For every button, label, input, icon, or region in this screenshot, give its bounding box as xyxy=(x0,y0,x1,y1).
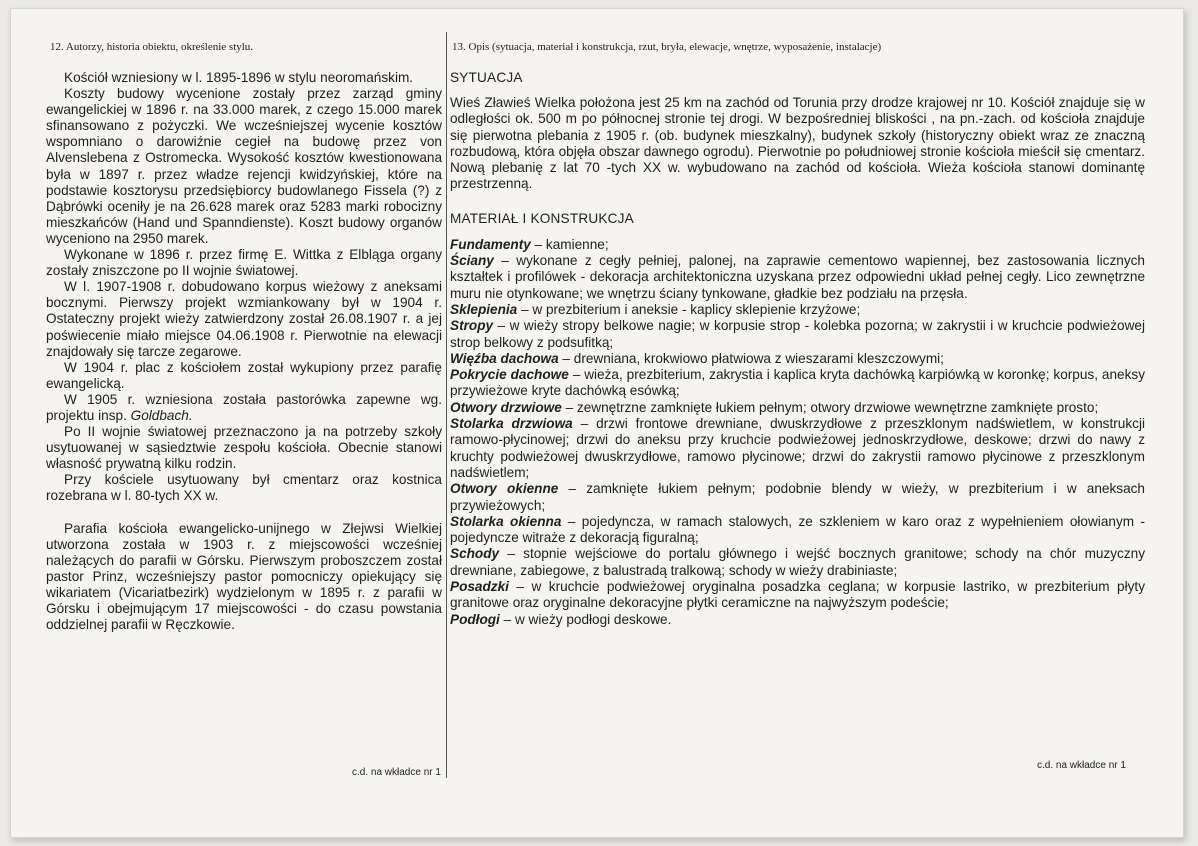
description-column xyxy=(450,70,1145,628)
history-paragraph-text: W 1905 r. wzniesiona została pastorówka zapewne wg. projektu insp. xyxy=(46,391,442,423)
column-divider xyxy=(446,32,447,778)
material-item xyxy=(450,237,1145,253)
material-item xyxy=(450,302,1145,318)
material-item xyxy=(450,514,1145,547)
material-text: – stopnie wejściowe do portalu głównego i wejść bocznych granitowe; schody na chór muzyczny drewniane, zabiegowe, z balustradą tralkową; schody w wieży drabiniaste; xyxy=(450,546,1145,578)
history-paragraph xyxy=(46,392,442,424)
architect-name: Goldbach. xyxy=(130,407,193,423)
material-text: – kamienne; xyxy=(530,236,609,252)
material-text: – w wieży podłogi deskowe. xyxy=(499,611,672,627)
history-paragraph: W l. 1907-1908 r. dobudowano korpus wieżowy z aneksami bocznymi. Pierwszy projekt wzmiankowany był w 1904 r. Ostateczny projekt wieży zatwierdzony został 26.08.1907 r. a jej poświecenie miało miejsce 04.06.1908 r. Pierwotnie na elewacji znajdowały się tarcze zegarowe. xyxy=(46,279,442,359)
material-item xyxy=(450,416,1145,481)
material-text: – wieża, prezbiterium, zakrystia i kaplica kryta dachówką karpiówką w koronkę; korpus, aneksy przywieżowe kryte dachówką esówką; xyxy=(450,367,1145,399)
material-item xyxy=(450,612,1145,628)
history-paragraph: W 1904 r. plac z kościołem został wykupiony przez parafię ewangelicką. xyxy=(46,359,442,391)
material-term: Więźba dachowa xyxy=(450,350,559,366)
history-paragraph: Przy kościele usytuowany był cmentarz oraz kostnica rozebrana w l. 80-tych XX w. xyxy=(46,472,442,504)
material-item xyxy=(450,351,1145,367)
material-item xyxy=(450,400,1145,416)
material-item xyxy=(450,253,1145,302)
material-term: Otwory okienne xyxy=(450,481,559,497)
material-term: Stropy xyxy=(450,318,494,334)
material-text: – pojedyncza, w ramach stalowych, ze szkleniem w karo oraz z wypełnieniem ołowianym - pojedyncze witraże z dekoracją figuralną; xyxy=(450,513,1145,546)
material-term: Stolarka okienna xyxy=(450,513,562,529)
material-item xyxy=(450,367,1145,400)
material-term: Sklepienia xyxy=(450,301,518,317)
material-text: – drewniana, krokwiowo płatwiowa z wieszarami kleszczowymi; xyxy=(558,350,944,366)
situation-text: Wieś Zławieś Wielka położona jest 25 km na zachód od Torunia przy drodze krajowej nr 10. Kościół znajduje się w odległości ok. 500 m po północnej stronie tej drogi. W bezpośredniej bliskości , na pn.-zach. od kościoła znajduje się pierwotna plebania z 1905 r. (ob. budynek mieszkalny), budynek szkoły (historyczny obiekt wraz ze znaczną rozbudową, która objęła obszar dawnego ogrodu). Pierwotnie po południowej stronie kościoła mieścił się cmentarz. Nową plebanię z lat 70 -tych XX w. wybudowano na zachód od kościoła. Wieża kościoła stanowi dominantę przestrzenną. xyxy=(450,95,1145,192)
material-heading: MATERIAŁ I KONSTRUKCJA xyxy=(450,210,634,226)
material-term: Ściany xyxy=(450,253,494,269)
material-item xyxy=(450,318,1145,351)
history-column xyxy=(46,70,442,633)
material-item xyxy=(450,481,1145,514)
material-term: Otwory drzwiowe xyxy=(450,399,562,415)
material-term: Fundamenty xyxy=(450,236,531,252)
situation-heading: SYTUACJA xyxy=(450,70,523,85)
left-column-header: 12. Autorzy, historia obiektu, określenie stylu. xyxy=(50,41,254,53)
material-term: Podłogi xyxy=(450,611,500,627)
material-text: – w prezbiterium i aneksie - kaplicy sklepienie krzyżowe; xyxy=(517,301,861,317)
history-paragraph: Wykonane w 1896 r. przez firmę E. Wittka z Elbląga organy zostały zniszczone po II wojnie światowej. xyxy=(46,247,442,279)
material-text: – w wieży stropy belkowe nagie; w korpusie strop - kolebka pozorna; w zakrystii i w kruchcie podwieżowej strop belkowy z podsufitką; xyxy=(450,318,1145,350)
material-text: – zamknięte łukiem pełnym; podobnie blendy w wieży, w prezbiterium i w aneksach przywieżowych; xyxy=(450,481,1145,513)
material-term: Stolarka drzwiowa xyxy=(450,416,573,432)
material-term: Posadzki xyxy=(450,579,509,595)
material-text: – wykonane z cegły pełniej, palonej, na zaprawie cementowo wapiennej, bez zastosowania licznych kształtek i profilówek - dekoracja architektoniczna uzyskana przez odpowiedni układ pełnej cegły. Lico zewnętrzne muru nie otynkowane; we wnętrzu ściany tynkowane, gładkie bez podziału na przęsła. xyxy=(450,253,1145,301)
material-text: – zewnętrzne zamknięte łukiem pełnym; otwory drzwiowe wewnętrzne zamknięte prosto; xyxy=(561,399,1099,415)
continuation-note-left: c.d. na wkładce nr 1 xyxy=(352,767,441,778)
history-paragraph: Koszty budowy wycenione zostały przez zarząd gminy ewangelickiej w 1896 r. na 33.000 marek, z czego 15.000 marek sfinansowano z pożyczki. We wcześniejszej wycenie kosztów wspomniano o darowiźnie cegieł na budowę przez von Alvenslebena z Ostromecka. Wysokość kosztów kwestionowana była w 1897 r. przez władze rejencji kwidzyńskiej, które na podstawie kosztorysu przedsiębiorcy budowlanego Fissela (?) z Dąbrówki oceniły je na 26.628 marek oraz 5283 marki robocizny mieszkańców (Hand und Spanndienste). Koszt budowy organów wyceniono na 2950 marek. xyxy=(46,86,442,246)
history-paragraph: Kościół wzniesiony w l. 1895-1896 w stylu neoromańskim. xyxy=(64,70,414,85)
history-paragraph: Parafia kościoła ewangelicko-unijnego w Złejwsi Wielkiej utworzona została w 1903 r. z miejscowości wcześniej należących do parafii w Górsku. Pierwszym proboszczem został pastor Prinz, wcześniejszy pastor pomocniczy opiekujący się wikariatem (Vicariatbezirk) wydzielonym w 1895 r. z parafii w Górsku i obejmującym 17 miejscowości - do czasu powstania oddzielnej parafii w Ręczkowie. xyxy=(46,520,442,633)
material-term: Pokrycie dachowe xyxy=(450,367,569,383)
material-text: – drzwi frontowe drewniane, dwuskrzydłowe z przeszklonym nadświetlem, w konstrukcji ramowo-płycinowej; drzwi do aneksu przy kruchcie podwieżowej jednoskrzydłowe, deskowe; drzwi do nawy z kruchty podwieżowej dwuskrzydłowe, ramowo płycinowe; drzwi do zakrystii ramowo płycinowe z przeszklonym nadświetlem; xyxy=(450,416,1145,480)
history-paragraph: Po II wojnie światowej przeznaczono ja na potrzeby szkoły usytuowanej w sąsiedztwie zespołu kościoła. Obecnie stanowi własność prywatną kilku rodzin. xyxy=(46,424,442,472)
material-term: Schody xyxy=(450,546,500,562)
material-text: – w kruchcie podwieżowej oryginalna posadzka ceglana; w korpusie lastriko, w prezbiterium płyty granitowe oraz oryginalne dekoracyjne płytki ceramiczne na najwyższym podeście; xyxy=(450,579,1145,611)
material-item xyxy=(450,546,1145,579)
right-column-header: 13. Opis (sytuacja, materiał i konstrukcja, rzut, bryła, elewacje, wnętrze, wyposażenie, instalacje) xyxy=(452,41,882,53)
continuation-note-right: c.d. na wkładce nr 1 xyxy=(1037,760,1126,771)
material-item xyxy=(450,579,1145,612)
